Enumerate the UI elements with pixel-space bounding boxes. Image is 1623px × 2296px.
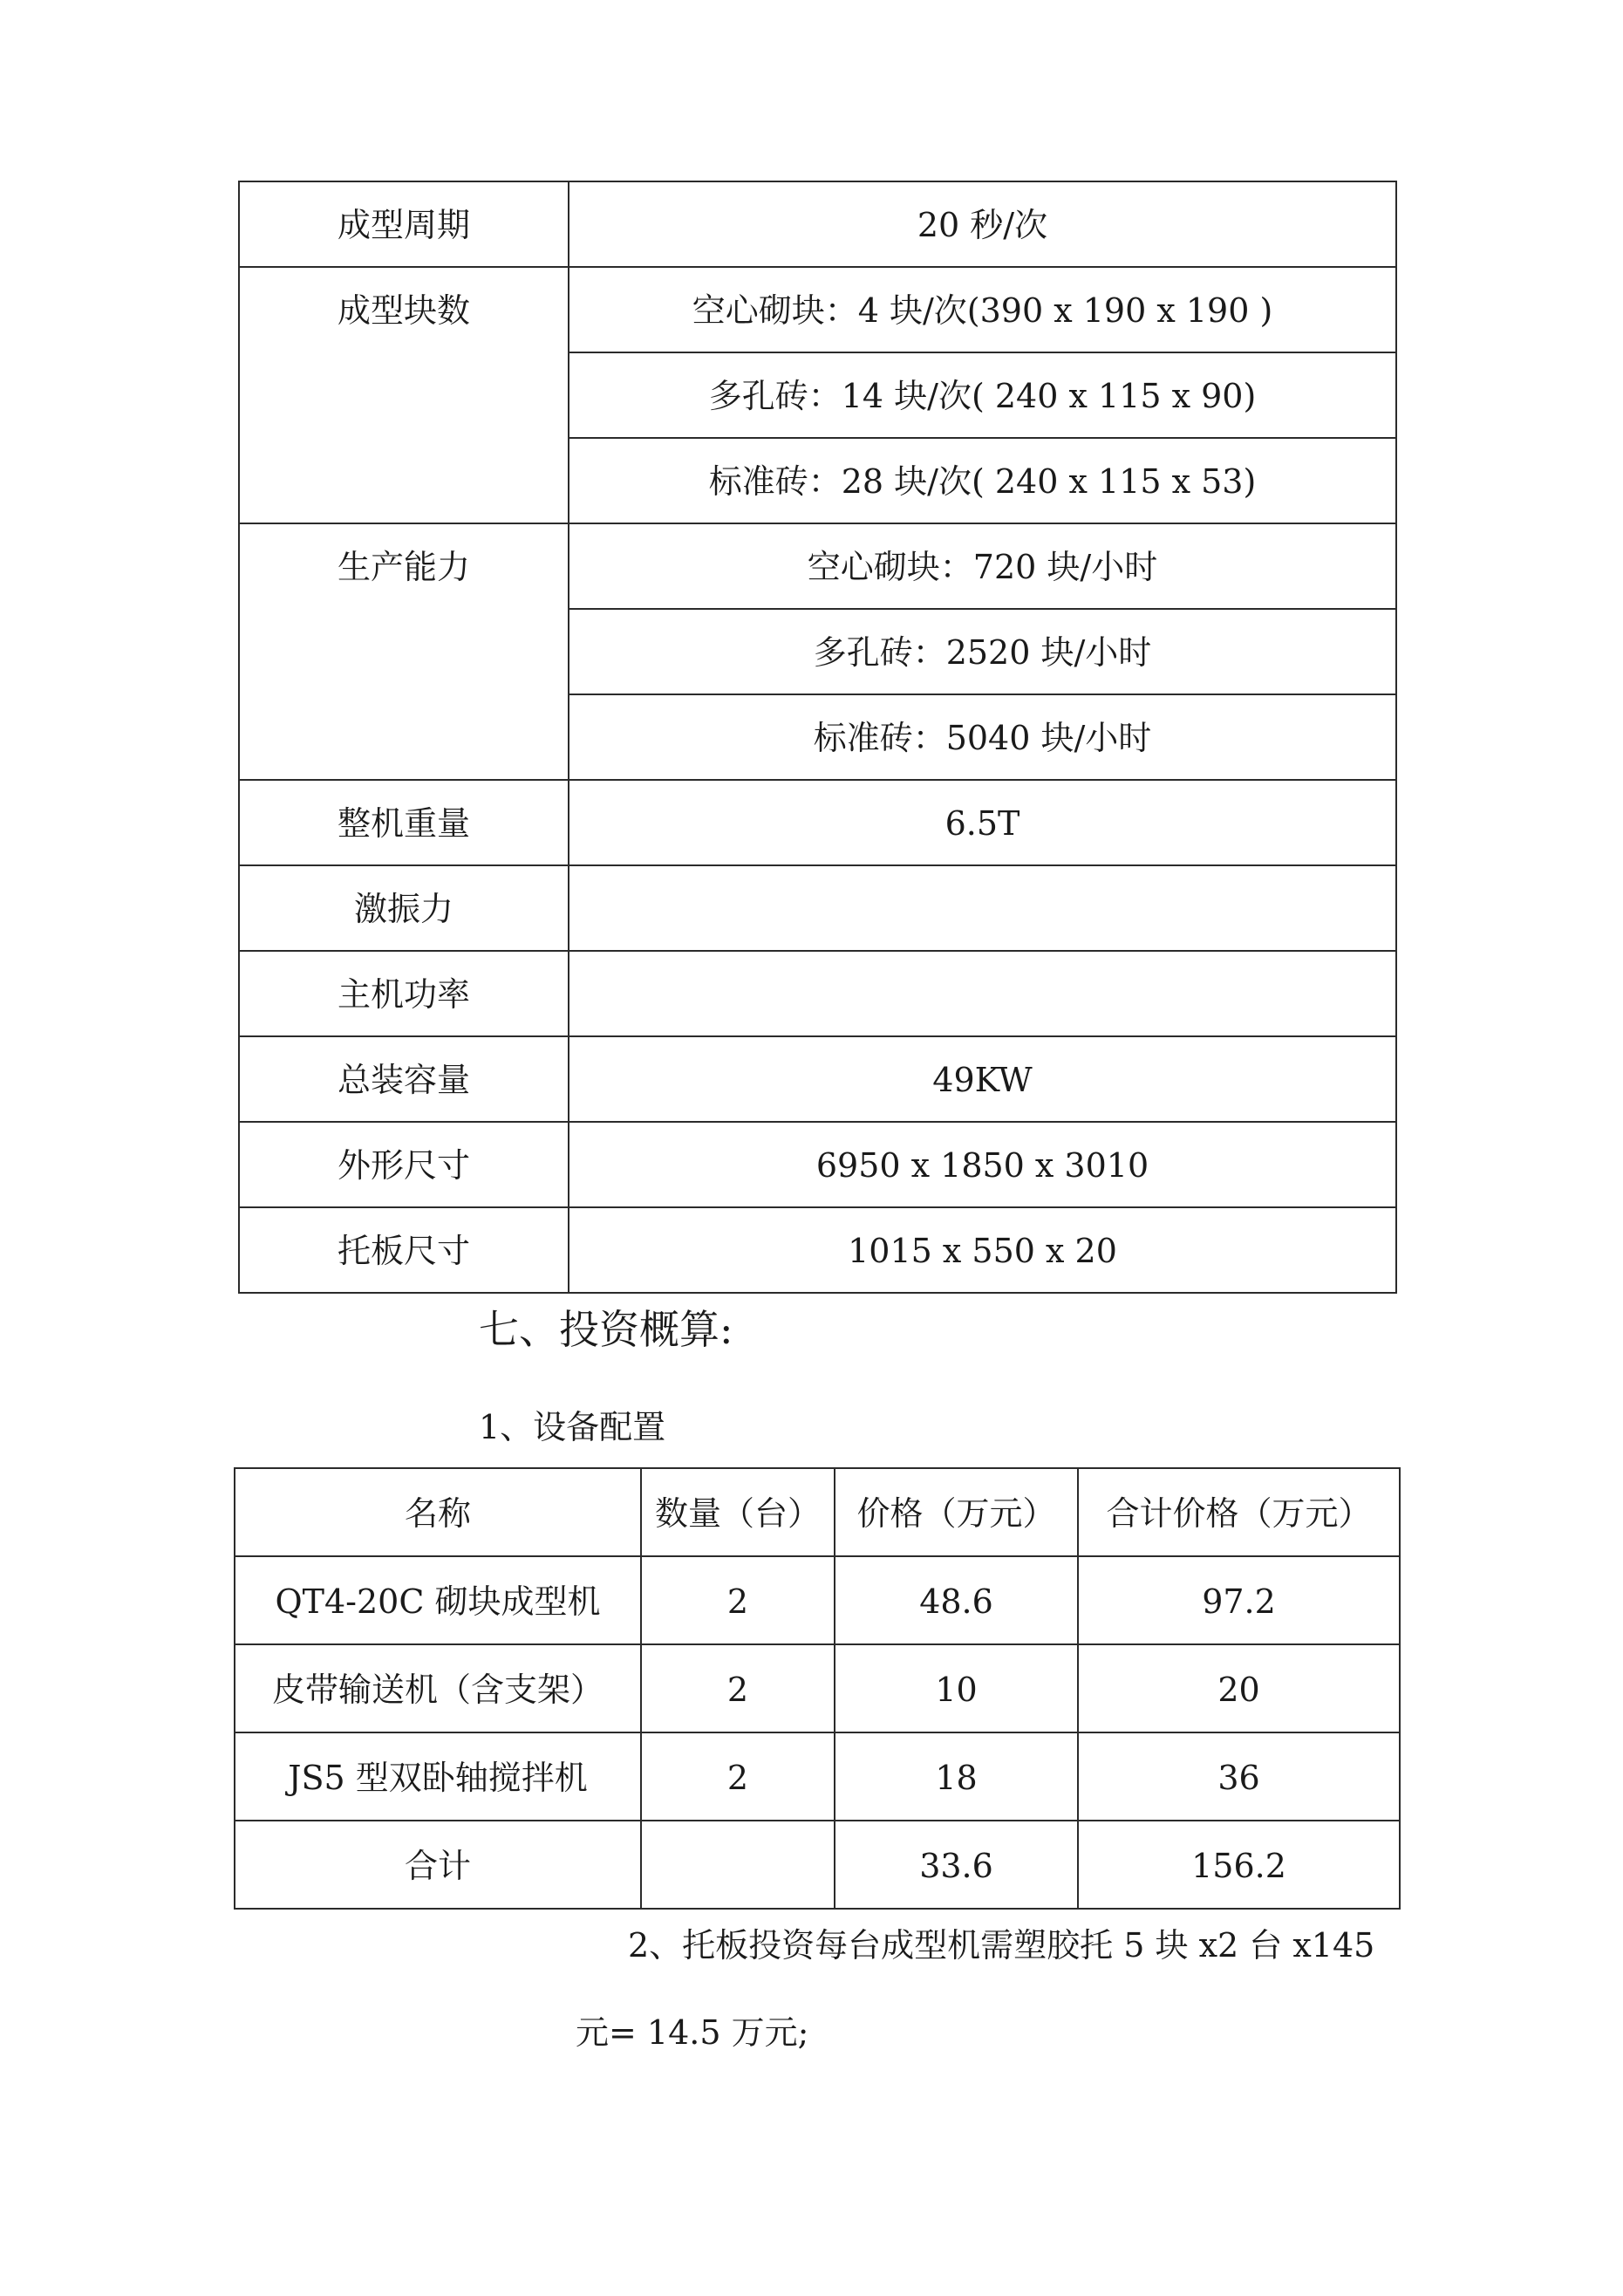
table-row [239,523,1396,609]
table-cell: JS5 型双卧轴搅拌机 [235,1732,641,1821]
column-header: 名称 [235,1468,641,1556]
spec-value: 49KW [569,1036,1396,1122]
table-row [239,951,1396,1036]
spec-value: 6950 x 1850 x 3010 [569,1122,1396,1207]
column-header: 数量（台） [641,1468,835,1556]
spec-label: 生产能力 [239,523,569,780]
table-cell: 2 [641,1644,835,1732]
subsection-title: 1、设备配置 [479,1408,666,1446]
table-row [239,181,1396,267]
spec-value [569,865,1396,951]
table-cell: 皮带输送机（含支架） [235,1644,641,1732]
spec-value: 20 秒/次 [569,181,1396,267]
spec-label: 主机功率 [239,951,569,1036]
spec-label: 外形尺寸 [239,1122,569,1207]
spec-label: 总装容量 [239,1036,569,1122]
spec-table [238,181,1397,1294]
column-header: 合计价格（万元） [1078,1468,1400,1556]
section-title: 七、投资概算: [479,1306,733,1353]
table-cell: 33.6 [835,1821,1078,1909]
table-cell: 156.2 [1078,1821,1400,1909]
table-row [239,1036,1396,1122]
spec-label: 整机重量 [239,780,569,865]
table-cell: 合计 [235,1821,641,1909]
spec-value: 标准砖：28 块/次( 240 x 115 x 53) [569,438,1396,523]
table-cell: 97.2 [1078,1556,1400,1644]
spec-label: 成型块数 [239,267,569,523]
table-row [239,1122,1396,1207]
spec-value [569,951,1396,1036]
table-row [239,865,1396,951]
spec-label: 托板尺寸 [239,1207,569,1293]
spec-value: 空心砌块：720 块/小时 [569,523,1396,609]
table-cell: 48.6 [835,1556,1078,1644]
table-total-row [235,1821,1400,1909]
spec-label: 激振力 [239,865,569,951]
spec-value: 6.5T [569,780,1396,865]
spec-label: 成型周期 [239,181,569,267]
table-row [239,267,1396,352]
table-header-row [235,1468,1400,1556]
table-row [235,1732,1400,1821]
table-cell: QT4-20C 砌块成型机 [235,1556,641,1644]
table-cell: 10 [835,1644,1078,1732]
table-row [239,1207,1396,1293]
spec-value: 空心砌块：4 块/次(390 x 190 x 190 ) [569,267,1396,352]
table-cell: 2 [641,1556,835,1644]
table-row [235,1644,1400,1732]
table-cell: 36 [1078,1732,1400,1821]
spec-value: 1015 x 550 x 20 [569,1207,1396,1293]
pallet-note-line-2: 元= 14.5 万元; [576,2013,809,2052]
table-row [239,780,1396,865]
equipment-table [234,1467,1401,1910]
table-row [235,1556,1400,1644]
table-cell: 2 [641,1732,835,1821]
spec-value: 标准砖：5040 块/小时 [569,694,1396,780]
spec-value: 多孔砖：14 块/次( 240 x 115 x 90) [569,352,1396,438]
table-cell: 18 [835,1732,1078,1821]
spec-value: 多孔砖：2520 块/小时 [569,609,1396,694]
table-cell: 20 [1078,1644,1400,1732]
column-header: 价格（万元） [835,1468,1078,1556]
table-cell [641,1821,835,1909]
pallet-note-line-1: 2、托板投资每台成型机需塑胶托 5 块 x2 台 x145 [628,1926,1375,1965]
